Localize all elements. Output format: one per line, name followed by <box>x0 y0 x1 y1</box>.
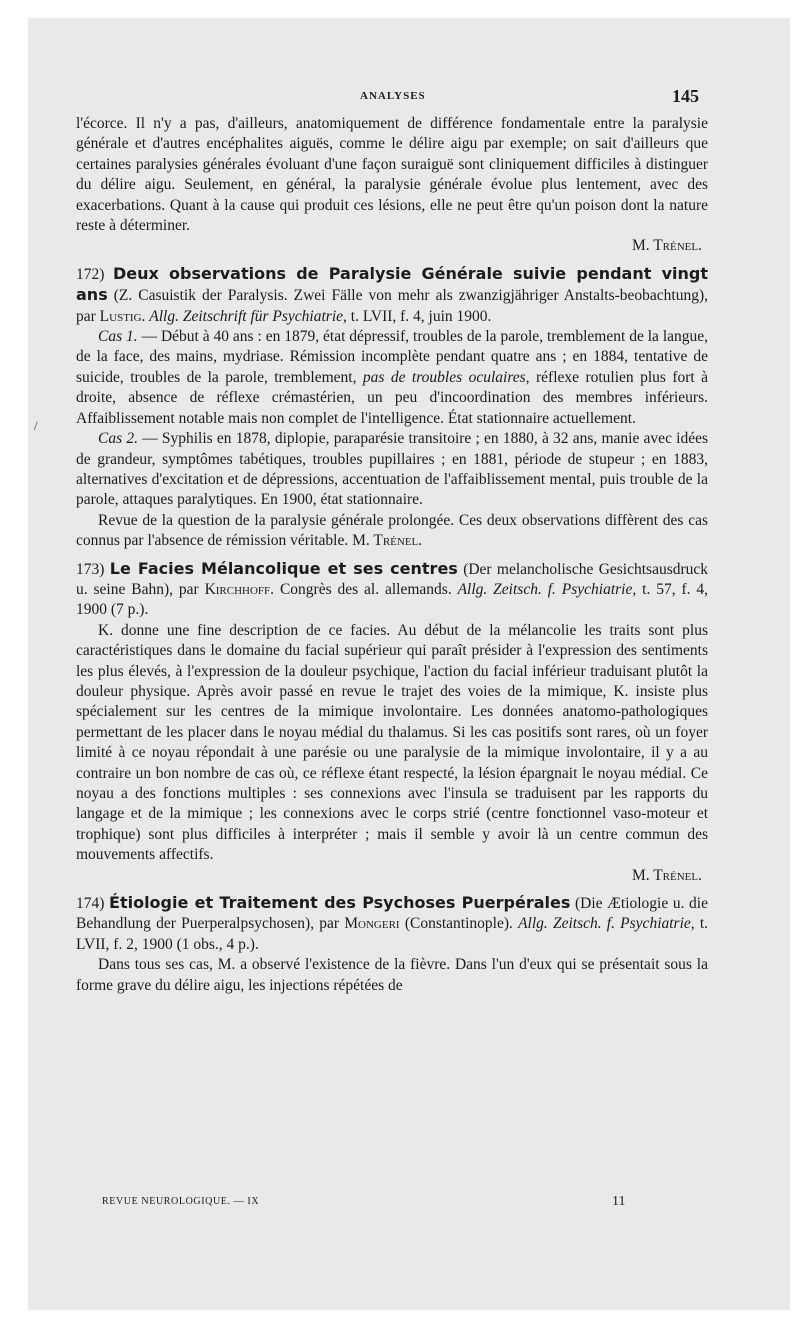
case-text: — Syphilis en 1878, diplopie, paraparésie transitoire ; en 1880, à 32 ans, manie avec idées de grandeur, symptômes tabétiques, troubles pupillaires ; en 1881, période de stupeur ; en 1883, alternatives d'excitation et de dépressions, accentuation de l'affaiblissement mental, puis trouble de la parole, attaques paralytiques. En 1900, état stationnaire. <box>76 430 708 509</box>
case-1-paragraph <box>76 327 708 429</box>
signature: M. Trénel. <box>631 237 702 255</box>
entry-reference: (Die Ætiologie u. die Behandlung der Puerperalpsychosen), par <box>76 895 708 933</box>
case-2-paragraph <box>76 429 708 511</box>
entry-number: 173) <box>76 560 105 578</box>
entry-journal: Allg. Zeitsch. f. Psychiatrie, <box>457 580 637 598</box>
entry-reference-end: t. LVII, f. 4, juin 1900. <box>350 307 492 325</box>
footer-journal: REVUE NEUROLOGIQUE. — IX <box>102 1196 260 1207</box>
signature: M. Trénel. <box>631 866 702 884</box>
entry-reference-end: t. 57, f. 4, 1900 (7 p.). <box>76 580 709 619</box>
entry-journal: Allg. Zeitsch. f. Psychiatrie, <box>518 915 695 933</box>
case-label: Cas 2. <box>98 430 138 448</box>
case-text: — Début à 40 ans : en 1879, état dépressif, troubles de la parole, tremblement de la langue, de la face, des mains, mydriase. Rémission incomplète pendant quatre ans ; en 1884, tentative de suicide, troubles de la parole, tremblement, <box>76 328 709 386</box>
entry-number: 174) <box>76 895 105 913</box>
entry-172-heading <box>76 264 708 327</box>
entry-author: Kirchhoff. <box>204 580 275 598</box>
entry-title: Étiologie et Traitement des Psychoses Puerpérales <box>109 893 571 913</box>
case-label: Cas 1. <box>98 328 138 346</box>
entry-reference: Congrès des al. allemands. <box>279 580 452 598</box>
entry-title: Deux observations de Paralysie Générale suivie pendant vingt ans <box>76 263 708 305</box>
signature: M. Trénel. <box>352 532 423 550</box>
review-text: Revue de la question de la paralysie générale prolongée. Ces deux observations diffèrent des cas connus par l'absence de rémission véritable. <box>76 511 708 550</box>
review-paragraph <box>76 511 708 552</box>
entry-173-body: K. donne une fine description de ce facies. Au début de la mélancolie les traits sont plus caractéristiques dans le domaine du facial supérieur qui paraît présider à l'expression des sentiments les plus élevés, à l'expression de la douleur psychique, l'action du facial inférieur traduisant plutôt la douleur physique. Après avoir passé en revue le trajet des voies de la mimique, K. insiste plus spécialement sur les centres de la mimique involontaire. Les données anatomo-pathologiques permettant de les placer dans le noyau médial du thalamus. Si les cas positifs sont rares, où un foyer limité à ce noyau répondait à une parésie ou une paralysie de la mimique involontaire, il y a au contraire un bon nombre de cas où, ce réflexe étant respecté, la lésion épargnait le noyau médial. Ce noyau a des fonctions multiples : ses connexions avec l'insula se traduisent par les rapports du langage et de la mimique ; les connexions avec le corps strié (centre fonctionnel vaso-moteur et trophique) sont plus difficiles à interpréter ; mais il semble y avoir là un centre commun des mouvements affectifs. <box>76 621 708 864</box>
entry-174-heading <box>76 893 708 955</box>
entry-reference: (Der melancholische Gesichtsausdruck u. seine Bahn), par <box>76 560 709 598</box>
entry-reference: (Constantinople). <box>404 915 513 933</box>
entry-title: Le Facies Mélancolique et ses centres <box>109 558 458 578</box>
entry-author: Lustig. <box>99 307 146 325</box>
entry-reference-end: t. LVII, f. 2, 1900 (1 obs., 4 p.). <box>76 915 709 953</box>
entry-173-heading <box>76 559 708 621</box>
running-head: ANALYSES <box>360 90 426 102</box>
footer-signature-mark: 11 <box>612 1194 626 1209</box>
page-number: 145 <box>672 86 699 106</box>
entry-journal: Allg. Zeitschrift für Psychiatrie, <box>149 307 347 325</box>
case-text: réflexe rotulien plus fort à droite, absence de réflexe crémastérien, un peu d'incoordination des membres inférieurs. Affaiblissement notable mais non complet de l'intelligence. État stationnaire actuellement. <box>76 368 709 427</box>
entry-number: 172) <box>76 265 105 283</box>
page-header <box>0 86 800 110</box>
margin-mark: / <box>34 418 38 433</box>
entry-reference: (Z. Casuistik der Paralysis. Zwei Fälle von mehr als zwanzigjähriger Anstalts-beobachtung), par <box>76 287 708 325</box>
intro-paragraph: l'écorce. Il n'y a pas, d'ailleurs, anatomiquement de différence fondamentale entre la paralysie générale et d'autres encéphalites aiguës, comme le délire aigu par exemple; on sait d'ailleurs que certaines paralysies générales évoluant d'une façon suraiguë sont cliniquement difficiles à distinguer du délire aigu. Seulement, en général, la paralysie générale évolue plus lentement, avec des exacerbations. Quant à la cause qui produit ces lésions, elle ne peut être qu'un poison dont la nature reste à déterminer. <box>76 115 708 235</box>
entry-author: Mongeri <box>344 915 400 933</box>
entry-174-body: Dans tous ses cas, M. a observé l'existence de la fièvre. Dans l'un d'eux qui se présentait sous la forme grave du délire aigu, les injections répétées de <box>76 956 708 994</box>
article-text <box>76 114 708 996</box>
case-emphasis: pas de troubles oculaires, <box>362 368 530 386</box>
